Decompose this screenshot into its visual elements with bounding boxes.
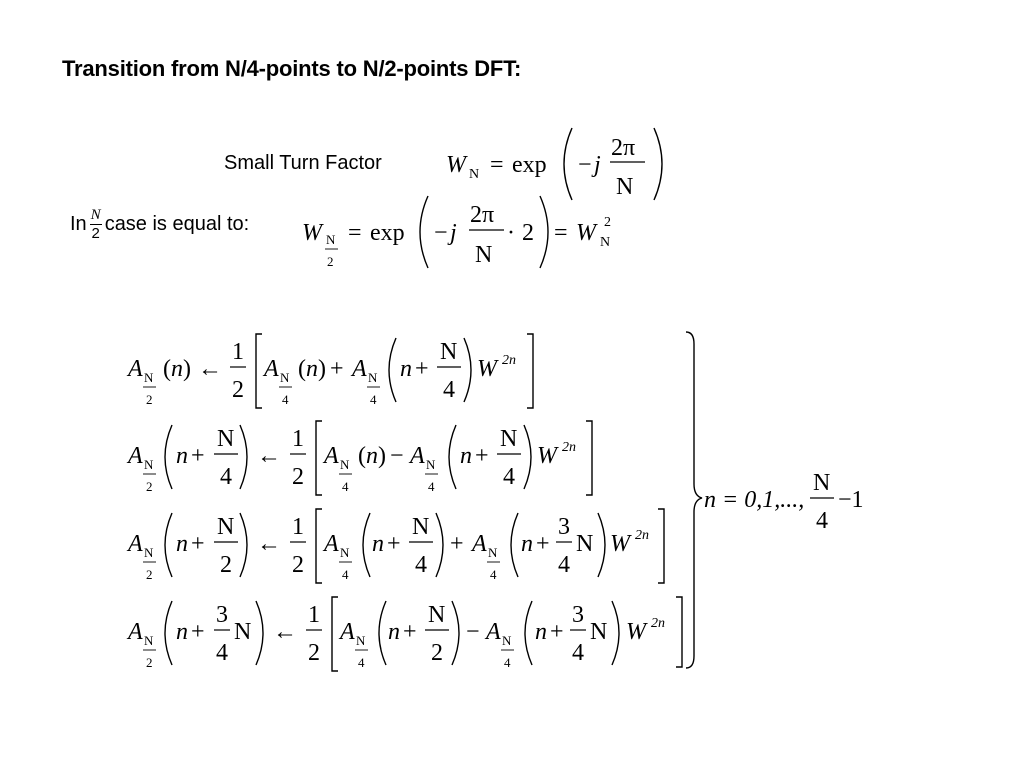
eq1-exp: exp — [512, 152, 547, 178]
r4-A-sub-N: N — [144, 633, 154, 648]
eq2-W: W — [302, 220, 322, 246]
case-label-frac-den: 2 — [91, 225, 100, 242]
r1-rp2: ) — [318, 356, 326, 382]
eq2-W2-sub: N — [600, 235, 611, 250]
r4-n2: n — [388, 619, 400, 645]
r3-n3: n — [521, 531, 533, 557]
r3-A2: A — [324, 531, 339, 557]
half-case-equation — [302, 196, 611, 269]
r4-lparen — [165, 601, 172, 665]
r4-plus2: + — [403, 619, 417, 645]
r4-n3: n — [535, 619, 547, 645]
r2-plus: + — [191, 443, 205, 469]
r2-minus: − — [390, 443, 404, 469]
case-label-frac-num: N — [90, 207, 101, 223]
r4-lbracket — [332, 597, 338, 671]
r2-half-den: 2 — [292, 464, 304, 490]
r4-arrow: ← — [273, 619, 297, 645]
eq2-left-paren — [420, 196, 428, 268]
r3-N2: N — [412, 514, 430, 540]
r4-rparen2 — [452, 601, 459, 665]
r2-rp2: ) — [378, 443, 386, 469]
r4-4b: 4 — [572, 640, 584, 666]
butterfly-row-1 — [126, 334, 533, 408]
range-text: n = 0,1,..., — [704, 487, 805, 513]
r3-lparen — [165, 513, 172, 577]
r2-lbracket — [316, 421, 322, 495]
r1-rbracket — [527, 334, 533, 408]
r4-plus: + — [191, 619, 205, 645]
r4-lparen3 — [525, 601, 532, 665]
eq2-W2-sup: 2 — [604, 215, 611, 230]
case-label-suffix: case is equal to: — [104, 212, 250, 235]
r3-A: A — [128, 531, 143, 557]
r4-3: 3 — [216, 602, 228, 628]
r2-lparen — [165, 425, 172, 489]
r3-rparen2 — [436, 513, 443, 577]
r3-A2-sub-N: N — [340, 545, 350, 560]
butterfly-row-3 — [126, 509, 664, 583]
range-N: N — [813, 470, 831, 496]
r3-W: W — [610, 531, 630, 557]
r2-4: 4 — [220, 464, 232, 490]
r4-rbracket — [676, 597, 682, 667]
r2-lp2: ( — [358, 443, 366, 469]
eq2-2pi: 2π — [470, 202, 495, 228]
r2-W-power: 2n — [562, 440, 576, 455]
r1-arrow: ← — [198, 356, 222, 382]
r3-3: 3 — [558, 514, 570, 540]
r2-half-num: 1 — [292, 426, 304, 452]
r4-A2: A — [340, 619, 355, 645]
eq1-minus: − — [578, 152, 592, 178]
r2-A-sub-N: N — [144, 457, 154, 472]
r4-N: N — [234, 619, 252, 645]
r4-A2-sub-4: 4 — [358, 655, 365, 670]
r1-rparen — [464, 338, 471, 402]
r1-A2-sub-N: N — [280, 370, 290, 385]
r1-N: N — [440, 339, 458, 365]
butterfly-row-2 — [126, 421, 592, 495]
r3-half-den: 2 — [292, 552, 304, 578]
r3-rparen — [240, 513, 247, 577]
r1-plus: + — [330, 356, 344, 382]
r1-4: 4 — [443, 377, 455, 403]
r2-A2-sub-4: 4 — [342, 479, 349, 494]
r3-A3: A — [472, 531, 487, 557]
butterfly-row-4 — [126, 597, 682, 671]
r2-lparen2 — [449, 425, 456, 489]
r3-A3-sub-N: N — [488, 545, 498, 560]
r3-N: N — [217, 514, 235, 540]
r2-N: N — [217, 426, 235, 452]
r3-lparen3 — [511, 513, 518, 577]
r4-A: A — [128, 619, 143, 645]
r4-N3: N — [590, 619, 608, 645]
r4-lparen2 — [379, 601, 386, 665]
eq2-N: N — [475, 242, 493, 268]
r1-A-sub-2: 2 — [146, 392, 153, 407]
r3-lparen2 — [363, 513, 370, 577]
r1-n3: n — [400, 356, 412, 382]
r4-A3: A — [486, 619, 501, 645]
r4-3b: 3 — [572, 602, 584, 628]
r4-half-den: 2 — [308, 640, 320, 666]
eq2-exp: exp — [370, 220, 405, 246]
r2-4b: 4 — [503, 464, 515, 490]
r2-n3: n — [460, 443, 472, 469]
r1-A-sub-N: N — [144, 370, 154, 385]
eq1-W: W — [446, 152, 466, 178]
r2-n2: n — [366, 443, 378, 469]
r3-4: 4 — [415, 552, 427, 578]
r1-rp: ) — [183, 356, 191, 382]
r1-plus2: + — [415, 356, 429, 382]
r4-N2: N — [428, 602, 446, 628]
r1-lp: ( — [163, 356, 171, 382]
r2-A: A — [128, 443, 143, 469]
eq2-equals: = — [348, 220, 362, 246]
r2-W: W — [537, 443, 557, 469]
eq1-equals: = — [490, 152, 504, 178]
r2-rbracket — [586, 421, 592, 495]
r3-half-num: 1 — [292, 514, 304, 540]
r3-lbracket — [316, 509, 322, 583]
eq2-right-paren — [540, 196, 548, 268]
turn-factor-equation — [446, 128, 662, 200]
r1-lp2: ( — [298, 356, 306, 382]
r4-A3-sub-4: 4 — [504, 655, 511, 670]
r1-W-power: 2n — [502, 353, 516, 368]
eq2-equals2: = — [554, 220, 568, 246]
range-4: 4 — [816, 508, 828, 534]
r2-n: n — [176, 443, 188, 469]
r3-4b: 4 — [558, 552, 570, 578]
r3-arrow: ← — [257, 531, 281, 557]
r3-plus4: + — [536, 531, 550, 557]
r3-A-sub-N: N — [144, 545, 154, 560]
r3-n: n — [176, 531, 188, 557]
r3-2: 2 — [220, 552, 232, 578]
index-range — [704, 470, 864, 534]
r2-plus2: + — [475, 443, 489, 469]
small-turn-factor-label: Small Turn Factor — [224, 152, 382, 174]
r1-lbracket — [256, 334, 262, 408]
r4-4: 4 — [216, 640, 228, 666]
r2-A2: A — [324, 443, 339, 469]
r3-rparen3 — [598, 513, 605, 577]
r1-half-num: 1 — [232, 339, 244, 365]
r3-A-sub-2: 2 — [146, 567, 153, 582]
r2-rparen2 — [524, 425, 531, 489]
r2-A3: A — [410, 443, 425, 469]
eq2-W2: W — [576, 220, 596, 246]
r4-W: W — [626, 619, 646, 645]
r2-A3-sub-N: N — [426, 457, 436, 472]
r3-n2: n — [372, 531, 384, 557]
r4-rparen — [256, 601, 263, 665]
eq2-minus: − — [434, 220, 448, 246]
r2-arrow: ← — [257, 443, 281, 469]
eq2-sub-2: 2 — [327, 254, 334, 269]
eq1-N: N — [616, 174, 634, 200]
r1-half-den: 2 — [232, 377, 244, 403]
eq1-left-paren — [564, 128, 572, 200]
r1-A3-sub-4: 4 — [370, 392, 377, 407]
r4-minus: − — [466, 619, 480, 645]
r2-rparen — [240, 425, 247, 489]
r4-A3-sub-N: N — [502, 633, 512, 648]
r3-N3: N — [576, 531, 594, 557]
r1-W: W — [477, 356, 497, 382]
r3-A3-sub-4: 4 — [490, 567, 497, 582]
eq1-j: j — [594, 152, 601, 178]
r1-A3-sub-N: N — [368, 370, 378, 385]
range-minus-one: −1 — [838, 487, 864, 513]
r1-n: n — [171, 356, 183, 382]
eq1-2pi: 2π — [611, 135, 636, 161]
r4-A-sub-2: 2 — [146, 655, 153, 670]
eq2-sub-N: N — [326, 232, 336, 247]
r3-plus: + — [191, 531, 205, 557]
eq2-cdot: · — [507, 220, 515, 246]
r4-W-power: 2n — [651, 616, 665, 631]
eq1-W-sub: N — [469, 167, 480, 182]
r3-plus3: + — [450, 531, 464, 557]
slide-title: Transition from N/4-points to N/2-points DFT: — [62, 56, 522, 81]
r1-A2-sub-4: 4 — [282, 392, 289, 407]
eq2-2: 2 — [522, 220, 534, 246]
r4-rparen3 — [612, 601, 619, 665]
r2-N2: N — [500, 426, 518, 452]
r4-2: 2 — [431, 640, 443, 666]
r1-A3: A — [352, 356, 367, 382]
r3-A2-sub-4: 4 — [342, 567, 349, 582]
r3-W-power: 2n — [635, 528, 649, 543]
right-curly-brace — [686, 332, 702, 668]
r4-A2-sub-N: N — [356, 633, 366, 648]
eq2-j: j — [450, 220, 457, 246]
r1-A2: A — [264, 356, 279, 382]
r1-lparen — [389, 338, 396, 402]
r2-A3-sub-4: 4 — [428, 479, 435, 494]
r2-A-sub-2: 2 — [146, 479, 153, 494]
r4-half-num: 1 — [308, 602, 320, 628]
r2-A2-sub-N: N — [340, 457, 350, 472]
r3-rbracket — [658, 509, 664, 583]
r3-plus2: + — [387, 531, 401, 557]
r4-n: n — [176, 619, 188, 645]
eq1-right-paren — [654, 128, 662, 200]
case-label-prefix: In — [70, 212, 87, 235]
r4-plus3: + — [550, 619, 564, 645]
r1-A: A — [128, 356, 143, 382]
r1-n2: n — [306, 356, 318, 382]
